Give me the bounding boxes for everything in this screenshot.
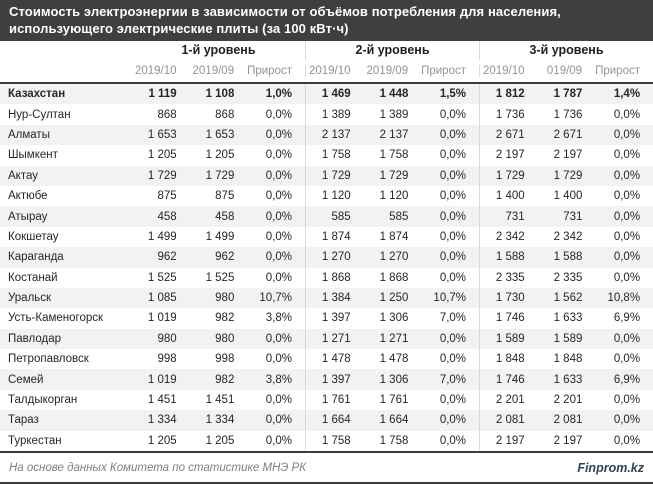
cell-value: 0,0% (439, 230, 467, 243)
cell-value: 980 (215, 292, 235, 305)
cell-value: 1 271 (379, 332, 409, 345)
data-source-note: На основе данных Комитета по статистике МНЭ РК (9, 461, 307, 474)
cell-value: 1 451 (205, 394, 235, 407)
cell-value: 1 469 (305, 84, 364, 104)
cell-value: 1 306 (379, 373, 409, 386)
cell-value: 1 306 (379, 312, 409, 325)
cell-value: 0,0% (265, 434, 293, 447)
cell-value: 1 389 (379, 108, 409, 121)
subheader-g2-growth: Прирост (421, 65, 466, 77)
table-row (0, 186, 653, 206)
cell-value: 1 334 (147, 414, 177, 427)
cell-value: 1 478 (379, 353, 409, 366)
table-row (0, 247, 653, 267)
cell-value: 1 848 (553, 353, 583, 366)
cell-value: 458 (215, 210, 235, 223)
cell-value: 1 448 (379, 88, 409, 101)
cell-value: 1 729 (553, 169, 583, 182)
cell-value: 2 081 (479, 410, 538, 430)
cell-value: 0,0% (613, 190, 641, 203)
row-label-region: Петропавловск (8, 353, 89, 366)
cell-value: 1 758 (305, 431, 364, 451)
cell-value: 1 664 (379, 414, 409, 427)
group-header-level2: 2-й уровень (305, 41, 479, 60)
cell-value: 1,5% (439, 88, 467, 101)
cell-value: 1 205 (147, 434, 177, 447)
cell-value: 1 525 (205, 271, 235, 284)
cell-value: 0,0% (613, 332, 641, 345)
cell-value: 2 671 (553, 128, 583, 141)
cell-value: 7,0% (439, 373, 467, 386)
cell-value: 1 729 (379, 169, 409, 182)
table-row (0, 390, 653, 410)
cell-value: 1 848 (479, 349, 538, 369)
cell-value: 1 119 (148, 88, 177, 101)
subheader-g3-growth: Прирост (595, 65, 640, 77)
cell-value: 0,0% (439, 271, 467, 284)
table-row (0, 369, 653, 389)
cell-value: 0,0% (439, 210, 467, 223)
cell-value: 1 525 (147, 271, 177, 284)
cell-value: 1 019 (147, 312, 177, 325)
subheader-g1-201910: 2019/10 (134, 65, 177, 77)
row-label-region: Туркестан (8, 434, 62, 447)
cell-value: 1 205 (205, 434, 235, 447)
cell-value: 1 874 (379, 230, 409, 243)
row-label-region: Семей (8, 373, 44, 386)
table-row (0, 288, 653, 308)
cell-value: 1,4% (613, 88, 641, 101)
cell-value: 1 271 (305, 329, 364, 349)
cell-value: 2 197 (553, 434, 583, 447)
cell-value: 1,0% (265, 88, 293, 101)
cell-value: 0,0% (265, 149, 293, 162)
cell-value: 1 400 (479, 186, 538, 206)
table-row (0, 125, 653, 145)
cell-value: 2 201 (553, 394, 583, 407)
table-row (0, 410, 653, 430)
table-row (0, 84, 653, 104)
cell-value: 2 201 (479, 390, 538, 410)
cell-value: 0,0% (265, 332, 293, 345)
cell-value: 980 (215, 332, 235, 345)
group-header-level3: 3-й уровень (479, 41, 653, 60)
table-row (0, 349, 653, 369)
table-row (0, 104, 653, 124)
table-row (0, 227, 653, 247)
cell-value: 0,0% (265, 251, 293, 264)
table-row (0, 145, 653, 165)
cell-value: 0,0% (265, 210, 293, 223)
cell-value: 0,0% (265, 230, 293, 243)
row-label-region: Нур-Султан (8, 108, 71, 121)
subheader-g3-201909: 019/09 (546, 65, 583, 77)
cell-value: 2 197 (553, 149, 583, 162)
cell-value: 0,0% (613, 414, 641, 427)
cell-value: 458 (157, 210, 177, 223)
cell-value: 0,0% (439, 128, 467, 141)
cell-value: 585 (305, 206, 364, 226)
cell-value: 875 (215, 190, 235, 203)
cell-value: 1 588 (553, 251, 583, 264)
row-label-region: Атырау (8, 210, 48, 223)
cell-value: 1 270 (379, 251, 409, 264)
cell-value: 868 (215, 108, 235, 121)
cell-value: 1 729 (305, 166, 364, 186)
cell-value: 1 085 (147, 292, 177, 305)
row-label-region: Актау (8, 169, 38, 182)
table-row (0, 206, 653, 226)
cell-value: 1 120 (379, 190, 409, 203)
cell-value: 1 729 (479, 166, 538, 186)
cell-value: 1 478 (305, 349, 364, 369)
cell-value: 0,0% (265, 394, 293, 407)
group-header-level1: 1-й уровень (181, 43, 256, 57)
cell-value: 0,0% (613, 434, 641, 447)
cell-value: 1 250 (379, 292, 409, 305)
cell-value: 2 197 (479, 431, 538, 451)
cell-value: 1 653 (147, 128, 177, 141)
cell-value: 1 812 (479, 84, 538, 104)
cell-value: 1 633 (553, 312, 583, 325)
cell-value: 0,0% (613, 353, 641, 366)
cell-value: 1 499 (205, 230, 235, 243)
cell-value: 0,0% (265, 271, 293, 284)
cell-value: 998 (215, 353, 235, 366)
row-label-region: Костанай (8, 271, 58, 284)
cell-value: 962 (157, 251, 177, 264)
cell-value: 1 205 (205, 149, 235, 162)
column-subheader-row (0, 60, 653, 82)
cell-value: 1 874 (305, 227, 364, 247)
cell-value: 0,0% (613, 169, 641, 182)
cell-value: 1 761 (379, 394, 409, 407)
cell-value: 0,0% (439, 353, 467, 366)
cell-value: 1 397 (305, 369, 364, 389)
cell-value: 2 671 (479, 125, 538, 145)
row-label-region: Актюбе (8, 190, 48, 203)
cell-value: 3,8% (265, 373, 293, 386)
cell-value: 1 588 (479, 247, 538, 267)
cell-value: 2 137 (305, 125, 364, 145)
cell-value: 1 589 (479, 329, 538, 349)
cell-value: 1 664 (305, 410, 364, 430)
row-label-region: Алматы (8, 128, 50, 141)
cell-value: 1 270 (305, 247, 364, 267)
cell-value: 0,0% (265, 353, 293, 366)
cell-value: 0,0% (439, 251, 467, 264)
cell-value: 731 (563, 210, 583, 223)
brand-logo-text: Finprom.kz (577, 460, 644, 475)
cell-value: 980 (157, 332, 177, 345)
cell-value: 1 746 (479, 369, 538, 389)
table-row (0, 329, 653, 349)
row-label-region: Казахстан (8, 88, 66, 101)
cell-value: 0,0% (613, 394, 641, 407)
row-label-region: Кокшетау (8, 230, 59, 243)
cell-value: 0,0% (613, 251, 641, 264)
cell-value: 1 736 (553, 108, 583, 121)
page-title-line1: Стоимость электроэнергии в зависимости от объёмов потребления для населения, (9, 4, 561, 19)
cell-value: 0,0% (613, 271, 641, 284)
table-body (0, 82, 653, 453)
cell-value: 731 (479, 206, 538, 226)
cell-value: 2 342 (553, 230, 583, 243)
cell-value: 0,0% (265, 414, 293, 427)
row-label-region: Шымкент (8, 149, 58, 162)
cell-value: 10,8% (607, 292, 641, 305)
cell-value: 998 (157, 353, 177, 366)
table-row (0, 431, 653, 451)
footer (0, 453, 653, 484)
cell-value: 0,0% (613, 230, 641, 243)
cell-value: 0,0% (439, 414, 467, 427)
cell-value: 0,0% (265, 108, 293, 121)
cell-value: 0,0% (265, 169, 293, 182)
cell-value: 1 019 (147, 373, 177, 386)
subheader-g1-growth: Прирост (247, 65, 292, 77)
cell-value: 7,0% (439, 312, 467, 325)
cell-value: 1 384 (305, 288, 364, 308)
cell-value: 2 335 (553, 271, 583, 284)
column-group-header-row (0, 41, 653, 60)
cell-value: 868 (157, 108, 177, 121)
table-row (0, 308, 653, 328)
subheader-g3-201910: 2019/10 (479, 65, 538, 77)
cell-value: 962 (215, 251, 235, 264)
cell-value: 0,0% (439, 108, 467, 121)
cell-value: 0,0% (613, 128, 641, 141)
cell-value: 1 758 (305, 145, 364, 165)
cell-value: 1 633 (553, 373, 583, 386)
row-label-region: Караганда (8, 251, 64, 264)
cell-value: 0,0% (613, 108, 641, 121)
row-label-region: Талдыкорган (8, 394, 78, 407)
cell-value: 0,0% (439, 169, 467, 182)
cell-value: 1 746 (479, 308, 538, 328)
cell-value: 1 868 (379, 271, 409, 284)
cell-value: 585 (389, 210, 409, 223)
cell-value: 1 397 (305, 308, 364, 328)
cell-value: 2 137 (379, 128, 409, 141)
page-title-line2: использующего электрические плиты (за 100 кВт·ч) (9, 21, 349, 36)
table-row (0, 268, 653, 288)
cell-value: 982 (215, 373, 235, 386)
cell-value: 1 389 (305, 104, 364, 124)
cell-value: 2 197 (479, 145, 538, 165)
cell-value: 1 120 (305, 186, 364, 206)
cell-value: 6,9% (613, 312, 641, 325)
row-label-region: Тараз (8, 414, 39, 427)
cell-value: 1 451 (147, 394, 177, 407)
table-row (0, 166, 653, 186)
cell-value: 875 (157, 190, 177, 203)
cell-value: 0,0% (439, 332, 467, 345)
cell-value: 1 736 (479, 104, 538, 124)
title-bar (0, 0, 653, 41)
cell-value: 1 205 (147, 149, 177, 162)
row-label-region: Павлодар (8, 332, 61, 345)
cell-value: 1 562 (553, 292, 583, 305)
cell-value: 1 499 (147, 230, 177, 243)
cell-value: 1 400 (553, 190, 583, 203)
cell-value: 982 (215, 312, 235, 325)
cell-value: 1 729 (205, 169, 235, 182)
cell-value: 1 589 (553, 332, 583, 345)
cell-value: 6,9% (613, 373, 641, 386)
subheader-g1-201909: 2019/09 (192, 65, 235, 77)
cell-value: 1 787 (553, 88, 583, 101)
cell-value: 0,0% (265, 190, 293, 203)
cell-value: 0,0% (613, 149, 641, 162)
cell-value: 2 081 (553, 414, 583, 427)
cell-value: 1 758 (379, 434, 409, 447)
cell-value: 0,0% (439, 149, 467, 162)
cell-value: 1 653 (205, 128, 235, 141)
cell-value: 10,7% (259, 292, 293, 305)
subheader-g2-201909: 2019/09 (366, 65, 409, 77)
subheader-g2-201910: 2019/10 (305, 65, 364, 77)
cell-value: 1 761 (305, 390, 364, 410)
cell-value: 1 108 (205, 88, 235, 101)
cell-value: 2 335 (479, 268, 538, 288)
cell-value: 10,7% (433, 292, 467, 305)
cell-value: 1 868 (305, 268, 364, 288)
cell-value: 0,0% (265, 128, 293, 141)
cell-value: 1 334 (205, 414, 235, 427)
cell-value: 0,0% (439, 434, 467, 447)
cell-value: 0,0% (439, 394, 467, 407)
cell-value: 0,0% (613, 210, 641, 223)
cell-value: 1 758 (379, 149, 409, 162)
cell-value: 3,8% (265, 312, 293, 325)
cell-value: 1 729 (147, 169, 177, 182)
row-label-region: Уральск (8, 292, 52, 305)
cell-value: 0,0% (439, 190, 467, 203)
cell-value: 1 730 (479, 288, 538, 308)
row-label-region: Усть-Каменогорск (8, 312, 104, 325)
cell-value: 2 342 (479, 227, 538, 247)
